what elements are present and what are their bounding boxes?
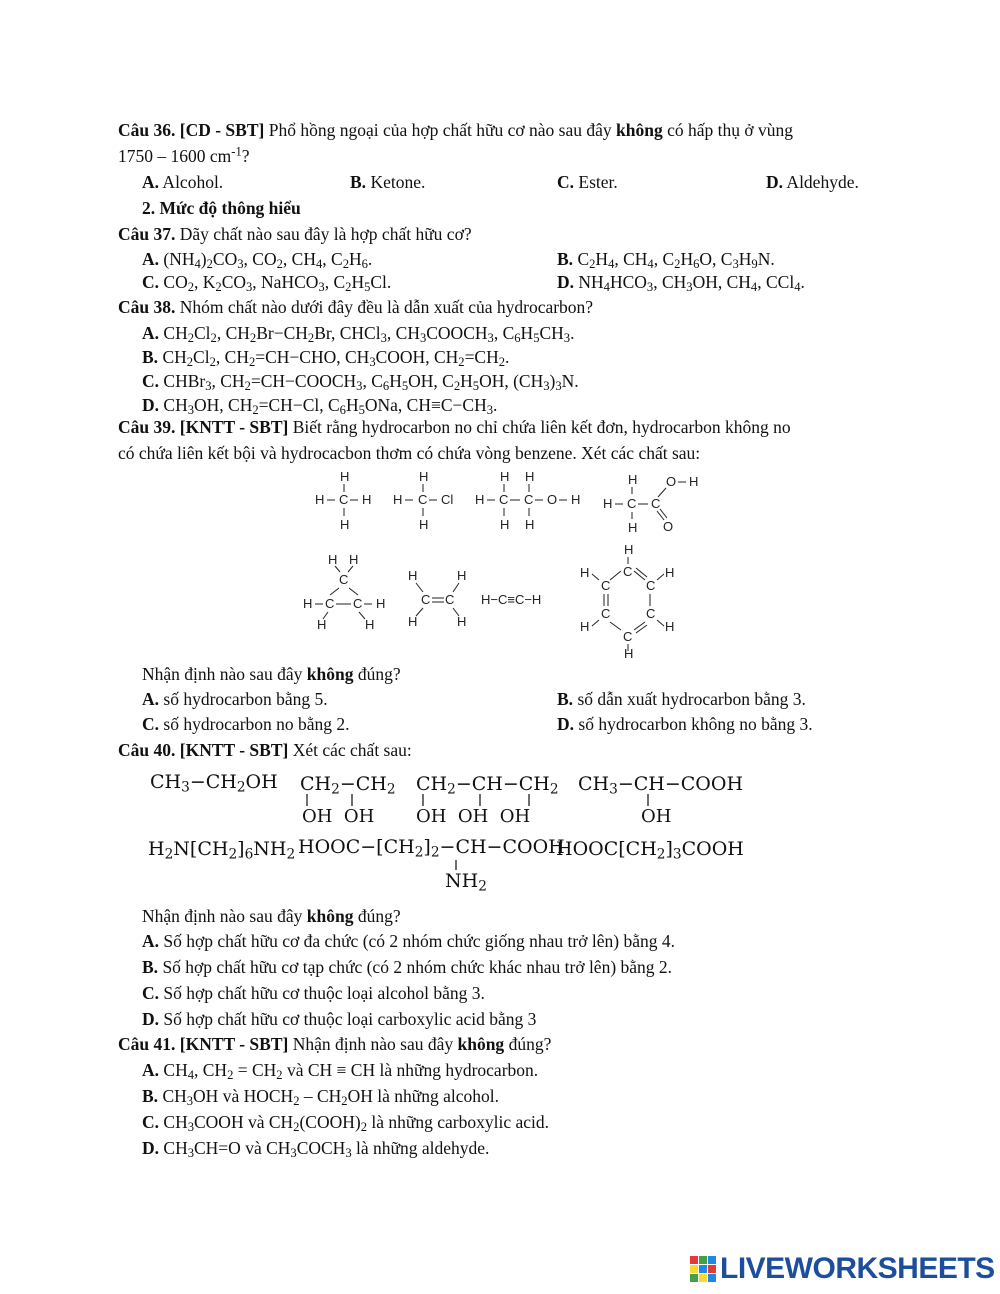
svg-text:H: H: [303, 596, 313, 611]
q39-stem-line2: có chứa liên kết bội và hydrocacbon thơm có chứa vòng benzene. Xét các chất sau:: [118, 443, 701, 463]
compound-lactic-acid: $CH_3-CH-COOH$: [578, 773, 744, 798]
svg-text:H: H: [340, 469, 350, 484]
q36-tag: [CD - SBT]: [179, 120, 265, 140]
svg-text:H: H: [580, 565, 590, 580]
svg-text:H: H: [525, 517, 535, 532]
svg-text:C: C: [646, 578, 656, 593]
compound-glycerol: $CH_2-CH-CH_2$: [416, 773, 559, 798]
svg-text:C: C: [339, 492, 349, 507]
svg-text:C: C: [524, 492, 534, 507]
section-heading: 2. Mức độ thông hiểu: [142, 198, 301, 218]
svg-text:H: H: [315, 492, 325, 507]
svg-text:H: H: [376, 596, 386, 611]
q38-option-c[interactable]: C. CHBr$_3$, $CH_2=CH-COOCH_3$, $C_6H_5OH$, $C_2H_5OH$, $(CH_3)_3N$.: [142, 371, 579, 394]
q40-stem: Câu 40. [KNTT - SBT] Xét các chất sau:: [118, 740, 412, 760]
svg-text:C: C: [325, 596, 335, 611]
q38-option-b[interactable]: B. $CH_2Cl_2$, $CH_2=CH-CHO$, $CH_3COOH$, $CH_2=CH_2$.: [142, 347, 510, 370]
svg-text:C: C: [651, 496, 661, 511]
q40-option-c[interactable]: C. Số hợp chất hữu cơ thuộc loại alcohol bằng 3.: [142, 983, 485, 1003]
compound-glycol-oh: OH OH: [302, 806, 375, 827]
svg-text:C: C: [601, 578, 611, 593]
svg-text:C: C: [445, 592, 455, 607]
svg-text:O: O: [547, 492, 558, 507]
svg-text:H: H: [419, 469, 429, 484]
svg-text:C: C: [623, 564, 633, 579]
svg-text:C: C: [601, 606, 611, 621]
q37-option-a[interactable]: A. $(NH_4)_2CO_3$, $CO_2$, $CH_4$, $C_2H_6$.: [142, 249, 373, 272]
svg-text:H: H: [571, 492, 581, 507]
svg-text:C: C: [353, 596, 363, 611]
svg-text:Cl: Cl: [441, 492, 454, 507]
compound-ethanol: $CH_3-CH_2OH$: [150, 771, 278, 796]
logo-text: LIVEWORKSHEETS: [720, 1252, 995, 1285]
q37-option-b[interactable]: B. $C_2H_4$, $CH_4$, $C_2H_6O$, $C_3H_9N$.: [557, 249, 775, 272]
q40-option-b[interactable]: B. Số hợp chất hữu cơ tạp chức (có 2 nhóm chức khác nhau trở lên) bằng 2.: [142, 957, 673, 977]
q41-option-d[interactable]: D. $CH_3CH=O$ và $CH_3COCH_3$ là những aldehyde.: [142, 1138, 490, 1161]
svg-text:C: C: [646, 606, 656, 621]
structure-cyclopropane: [303, 552, 385, 632]
svg-text:H: H: [408, 568, 418, 583]
compound-glutamic-nh2: $NH_2$: [445, 870, 487, 895]
svg-text:C: C: [623, 629, 633, 644]
q38-option-a[interactable]: A. $CH_2Cl_2$, $CH_2Br-CH_2Br$, CHCl$_3$, $CH_3COOCH_3$, $C_6H_5CH_3$.: [142, 323, 575, 346]
q39-structures: [295, 468, 715, 658]
q37-stem: Câu 37. Dãy chất nào sau đây là hợp chất hữu cơ?: [118, 224, 472, 244]
svg-text:H: H: [628, 472, 638, 487]
svg-text:H: H: [457, 568, 467, 583]
svg-text:H: H: [665, 565, 675, 580]
q36-number: Câu 36.: [118, 120, 176, 140]
structure-acetylene: H−C≡C−H: [481, 592, 542, 607]
svg-text:H: H: [408, 614, 418, 629]
q36-stem-line2: 1750 – 1600 $cm^{-1}$?: [118, 144, 250, 166]
compound-glycerol-oh: OH OH OH: [416, 806, 531, 827]
svg-text:H: H: [500, 517, 510, 532]
svg-text:H: H: [362, 492, 372, 507]
structure-benzene: [580, 542, 674, 658]
svg-text:H: H: [393, 492, 403, 507]
liveworksheets-logo[interactable]: [690, 1252, 995, 1286]
structure-ethanol: [475, 469, 580, 532]
q38-stem: Câu 38. Nhóm chất nào dưới đây đều là dẫn xuất của hydrocarbon?: [118, 297, 594, 317]
q41-option-a[interactable]: A. $CH_4$, $CH_2 = CH_2$ và CH ≡ CH là những hydrocarbon.: [142, 1060, 539, 1083]
svg-text:H: H: [419, 517, 429, 532]
svg-text:H: H: [525, 469, 535, 484]
compound-glutaric-acid: $HOOC[CH_2]_3COOH$: [556, 838, 744, 863]
svg-text:C: C: [421, 592, 431, 607]
svg-text:H: H: [689, 474, 699, 489]
structure-chloromethane: [393, 469, 453, 532]
svg-text:H: H: [624, 542, 634, 557]
svg-text:H: H: [624, 646, 634, 658]
q40-option-d[interactable]: D. Số hợp chất hữu cơ thuộc loại carboxylic acid bằng 3: [142, 1009, 537, 1029]
svg-text:H: H: [317, 617, 327, 632]
svg-text:C: C: [499, 492, 509, 507]
structure-acetic-acid: [603, 472, 698, 535]
q36-option-d[interactable]: D. Aldehyde.: [766, 172, 859, 192]
svg-text:H: H: [340, 517, 350, 532]
q41-option-b[interactable]: B. $CH_3OH$ và $HOCH_2 - CH_2OH$ là những alcohol.: [142, 1086, 499, 1109]
svg-text:H: H: [365, 617, 375, 632]
q36-option-c[interactable]: C. Ester.: [557, 172, 618, 192]
compound-glycol: $CH_2-CH_2$: [300, 773, 396, 798]
q41-stem: Câu 41. [KNTT - SBT] Nhận định nào sau đây không đúng?: [118, 1034, 552, 1054]
q38-option-d[interactable]: D. $CH_3OH$, $CH_2=CH-Cl$, $C_6H_5ONa$, $CH\equiv C-CH_3$.: [142, 395, 498, 418]
svg-text:H: H: [603, 496, 613, 511]
compound-lactic-oh: OH: [641, 806, 672, 827]
q36-option-a[interactable]: A. Alcohol.: [142, 172, 224, 192]
svg-text:H: H: [475, 492, 485, 507]
svg-text:H: H: [665, 619, 675, 634]
svg-text:O: O: [663, 519, 674, 534]
q39-stem: Câu 39. [KNTT - SBT] Biết rằng hydrocarbon no chỉ chứa liên kết đơn, hydrocarbon không no: [118, 417, 791, 437]
compound-hexamethylenediamine: $H_2N[CH_2]_6NH_2$: [148, 838, 296, 863]
structure-ethylene: [408, 568, 466, 629]
structure-methane: [315, 469, 371, 532]
q37-option-c[interactable]: C. $CO_2$, $K_2CO_3$, NaHCO$_3$, $C_2H_5Cl$.: [142, 272, 392, 295]
svg-text:H: H: [500, 469, 510, 484]
svg-text:C: C: [627, 496, 637, 511]
svg-text:H: H: [628, 520, 638, 535]
q37-option-d[interactable]: D. $NH_4HCO_3$, $CH_3OH$, $CH_4$, CCl$_4$.: [557, 272, 805, 295]
q39-option-a[interactable]: A. số hydrocarbon bằng 5.: [142, 689, 328, 709]
q39-option-b[interactable]: B. số dẫn xuất hydrocarbon bằng 3.: [557, 689, 806, 709]
q41-option-c[interactable]: C. $CH_3COOH$ và $CH_2(COOH)_2$ là những carboxylic acid.: [142, 1112, 550, 1135]
svg-text:C: C: [339, 572, 349, 587]
svg-text:H: H: [457, 614, 467, 629]
q40-prompt: Nhận định nào sau đây không đúng?: [142, 906, 401, 926]
q39-option-d[interactable]: D. số hydrocarbon không no bằng 3.: [557, 714, 813, 734]
svg-text:H: H: [580, 619, 590, 634]
q39-option-c[interactable]: C. số hydrocarbon no bằng 2.: [142, 714, 350, 734]
svg-text:H: H: [349, 552, 359, 567]
q39-prompt: Nhận định nào sau đây không đúng?: [142, 664, 401, 684]
compound-glutamic-acid: $HOOC-[CH_2]_2-CH-COOH$: [298, 836, 565, 861]
q36-stem: Câu 36. [CD - SBT] Phổ hồng ngoại của hợp chất hữu cơ nào sau đây không có hấp thụ ở vùng: [118, 120, 793, 140]
svg-text:O: O: [666, 474, 677, 489]
logo-mark-icon: [690, 1256, 716, 1282]
svg-text:H: H: [328, 552, 338, 567]
q36-option-b[interactable]: B. Ketone.: [350, 172, 426, 192]
svg-text:C: C: [418, 492, 428, 507]
q40-option-a[interactable]: A. Số hợp chất hữu cơ đa chức (có 2 nhóm chức giống nhau trở lên) bằng 4.: [142, 931, 675, 951]
